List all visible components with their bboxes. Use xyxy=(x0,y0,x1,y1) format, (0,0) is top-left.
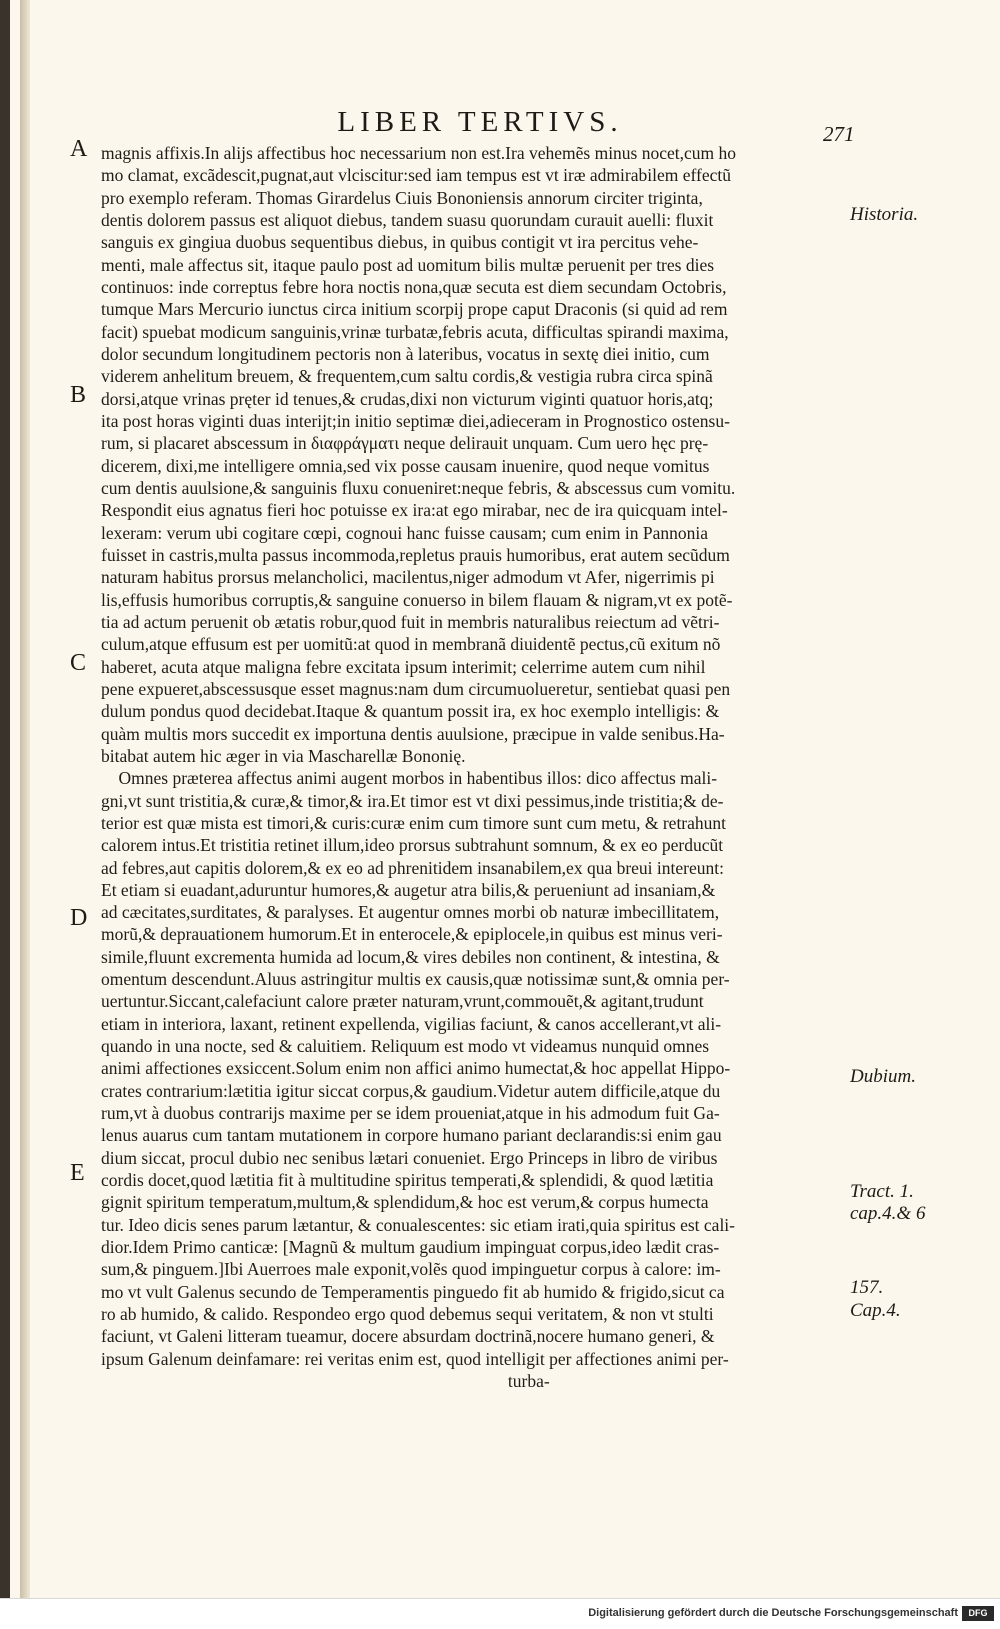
text-line: rum, si placaret abscessum in διαφράγματι neque delirauit unquam. Cum uero hęc prę- xyxy=(101,433,709,454)
text-line: etiam in interiora, laxant, retinent expellenda, vigilias faciunt, & canos accellerant,vt ali- xyxy=(101,1013,722,1034)
text-line: simile,fluunt excrementa humida ad locum,& vires debiles non continent, & intestina, & xyxy=(101,946,720,967)
text-line: pro exemplo referam. Thomas Girardelus Ciuis Bononiensis annorum circiter triginta, xyxy=(101,187,703,208)
funding-credit: Digitalisierung gefördert durch die Deutsche Forschungsgemeinschaft xyxy=(588,1607,958,1619)
text-line: crates contrarium:lætitia igitur siccat corpus,& gaudium.Videtur autem difficile,atque du xyxy=(101,1080,721,1101)
text-line: ita post horas viginti duas interijt;in initio septimæ diei,adieceram in Prognostico ostensu- xyxy=(101,410,730,431)
text-line: tia ad actum peruenit ob ætatis robur,quod fuit in membris naturalibus reiectum ad vẽtri- xyxy=(101,611,720,632)
text-line: quando in una nocte, sed & caluitiem. Reliquum est modo vt videamus nunquid omnes xyxy=(101,1036,710,1057)
text-line: calorem intus.Et tristitia retinet illum,ideo prorsus subtrahunt somnum, & ex eo perducũt xyxy=(101,835,724,856)
text-line: cordis docet,quod lætitia fit à multitudine spiritus temperati,& splendidi, & quod lætitia xyxy=(101,1170,714,1191)
margin-note-157: 157. xyxy=(850,1277,884,1298)
text-line: dorsi,atque vrinas pręter id tenues,& crudas,dixi non victurum viginti quatuor horis,atq; xyxy=(101,388,714,409)
text-line: facit) spuebat modicum sanguinis,vrinæ turbatæ,febris acuta, difficultas spirandi maxima, xyxy=(101,321,729,342)
text-line: animi affectiones exsiccent.Solum enim non affici animo humectat,& hoc appellat Hippo- xyxy=(101,1058,731,1079)
text-line: gignit spiritum temperatum,multum,& splendidum,& hoc est verum,& corpus humecta xyxy=(101,1192,709,1213)
text-line: morũ,& deprauationem humorum.Et in enterocele,& epiplocele,in quibus est minus veri- xyxy=(101,924,723,945)
text-line: lis,effusis humoribus corruptis,& sanguine conuerso in bilem flauam & nigram,vt ex potẽ- xyxy=(101,589,733,610)
text-line: Et etiam si euadant,aduruntur humores,& augetur atra bilis,& perueniunt ad insaniam,& xyxy=(101,879,716,900)
text-line: tur. Ideo dicis senes parum lætantur, & conualescentes: sic etiam irati,quia spiritus est cali- xyxy=(101,1214,735,1235)
margin-note-historia: Historia. xyxy=(850,204,919,225)
text-line: dolor secundum longitudinem pectoris non à lateribus, vocatus in sextę diei initio, cum xyxy=(101,343,710,364)
text-line: mo vt vult Galenus secundo de Temperamentis pinguedo fit ab humido & frigido,sicut ca xyxy=(101,1281,725,1302)
section-marker-c: C xyxy=(70,650,87,676)
running-header: LIBER TERTIVS. xyxy=(337,106,623,138)
text-line: ad cæcitates,surditates, & paralyses. Et augentur omnes morbi ob naturæ imbecillitatem, xyxy=(101,902,720,923)
text-line: turba- xyxy=(101,1371,550,1392)
text-line: haberet, acuta atque maligna febre excitata ipsum interimit; celerrime autem cum nihil xyxy=(101,656,706,677)
text-line: rum,vt à duobus contrarijs maxime per se idem proueniat,atque in his admodum fuit Ga- xyxy=(101,1103,720,1124)
page-body-text xyxy=(101,142,857,1392)
text-line: dium siccat, procul dubio nec senibus lætari conueniet. Ergo Princeps in libro de viribus xyxy=(101,1147,718,1168)
page-number: 271 xyxy=(823,122,855,146)
text-line: Omnes præterea affectus animi augent morbos in habentibus illos: dico affectus mali- xyxy=(101,768,718,789)
text-line: pene expueret,abscessusque esset magnus:nam dum circumuolueretur, sentiebat quasi pen xyxy=(101,678,731,699)
text-line: culum,atque effusum est per uomitũ:at quod in membranã diuidentẽ pectus,cũ exitum nõ xyxy=(101,634,721,655)
text-line: naturam habitus prorsus melancholici, macilentus,niger admodum vt Afer, nigerrimis pi xyxy=(101,567,715,588)
text-line: sum,& pinguem.]Ibi Auerroes male exponit,volẽs quod impinguetur corpus à calore: im- xyxy=(101,1259,721,1280)
margin-note-cap-4-6: cap.4.& 6 xyxy=(850,1203,926,1224)
text-line: continuos: inde correptus febre hora noctis nona,quæ secuta est diem secundam Octobris, xyxy=(101,276,727,297)
text-line: bitabat autem hic æger in via Mascharellæ Bononię. xyxy=(101,745,466,766)
text-line: ro ab humido, & calido. Respondeo ergo quod debemus sequi veritatem, & non vt stulti xyxy=(101,1304,714,1325)
text-line: omentum descendunt.Aluus astringitur multis ex causis,quæ notissimæ sunt,& omnia per- xyxy=(101,969,730,990)
text-line: terior est quæ mista est timori,& curis:curæ enim cum timore sunt cum metu, & retrahunt xyxy=(101,812,727,833)
text-line: lenus auarus cum tantam mutationem in corpore humano pariant declarandis:si enim gau xyxy=(101,1125,722,1146)
text-line: menti, male affectus sit, itaque paulo post ad uomitum bilis multæ peruenit per tres dies xyxy=(101,254,715,275)
text-line: dior.Idem Primo canticæ: [Magnũ & multum gaudium impinguat corpus,ideo lædit cras- xyxy=(101,1237,720,1258)
text-line: viderem anhelitum breuem, & frequentem,cum saltu cordis,& vestigia rubra circa spinã xyxy=(101,366,713,387)
text-line: dicerem, dixi,me intelligere omnia,sed vix posse causam inuenire, quod neque vomitus xyxy=(101,455,710,476)
book-gutter xyxy=(20,0,30,1598)
margin-note-tract: Tract. 1. xyxy=(850,1181,914,1202)
text-line: gni,vt sunt tristitia,& curæ,& timor,& ira.Et timor est vt dixi pessimus,inde tristitia;& de- xyxy=(101,790,724,811)
text-line: dentis dolorem passus est aliquot diebus, tandem suasu quorundam curauit auelli: fluxit xyxy=(101,209,714,230)
text-line: cum dentis auulsione,& sanguinis fluxu conueniret:neque febris, & abscessus cum vomitu. xyxy=(101,477,736,498)
section-marker-e: E xyxy=(70,1160,85,1186)
section-marker-a: A xyxy=(70,136,88,162)
text-line: Respondit eius agnatus fieri hoc potuisse ex ira:at ego mirabar, nec de ira quicquam intel- xyxy=(101,500,728,521)
text-line: uertuntur.Siccant,calefaciunt calore præter naturam,vrunt,commouẽt,& agitant,trudunt xyxy=(101,991,704,1012)
section-marker-d: D xyxy=(70,905,88,931)
text-line: mo clamat, excãdescit,pugnat,aut vlciscitur:sed iam tempus est vt iræ admirabilem effectũ xyxy=(101,165,731,186)
text-line: magnis affixis.In alijs affectibus hoc necessarium non est.Ira vehemẽs minus nocet,cum ho xyxy=(101,143,737,163)
text-line: tumque Mars Mercurio iunctus circa initium scorpij prope caput Draconis (si quid ad rem xyxy=(101,299,728,320)
text-line: lexeram: verum ubi cogitare cœpi, cognoui hanc fuisse causam; cum enim in Pannonia xyxy=(101,522,708,543)
margin-note-dubium: Dubium. xyxy=(850,1066,916,1087)
text-line: dulum pondus quod decidebat.Itaque & quantum possit ira, ex hoc exemplo intelligis: & xyxy=(101,701,720,722)
text-line: faciunt, vt Galeni litteram tueamur, docere absurdam doctrinã,nocere humano generi, & xyxy=(101,1326,715,1347)
section-marker-b: B xyxy=(70,382,87,408)
text-line: fuisset in castris,multa passus incommoda,repletus prauis humoribus, erat autem secũdum xyxy=(101,544,730,565)
digitization-footer xyxy=(0,1598,1000,1629)
text-line: ipsum Galenum deinfamare: rei veritas enim est, quod intelligit per affectiones animi per- xyxy=(101,1348,729,1369)
text-line: quàm multis mors succedit ex importuna dentis auulsione, præcipue in valde senibus.Ha- xyxy=(101,723,725,744)
text-line: ad febres,aut capitis dolorem,& ex eo ad phrenitidem insanabilem,ex qua breui intereunt: xyxy=(101,857,724,878)
dfg-logo: DFG xyxy=(962,1606,994,1621)
margin-note-cap-4: Cap.4. xyxy=(850,1300,901,1321)
text-line: sanguis ex gingiua duobus sequentibus diebus, in quibus contigit vt ira percitus vehe- xyxy=(101,232,699,253)
